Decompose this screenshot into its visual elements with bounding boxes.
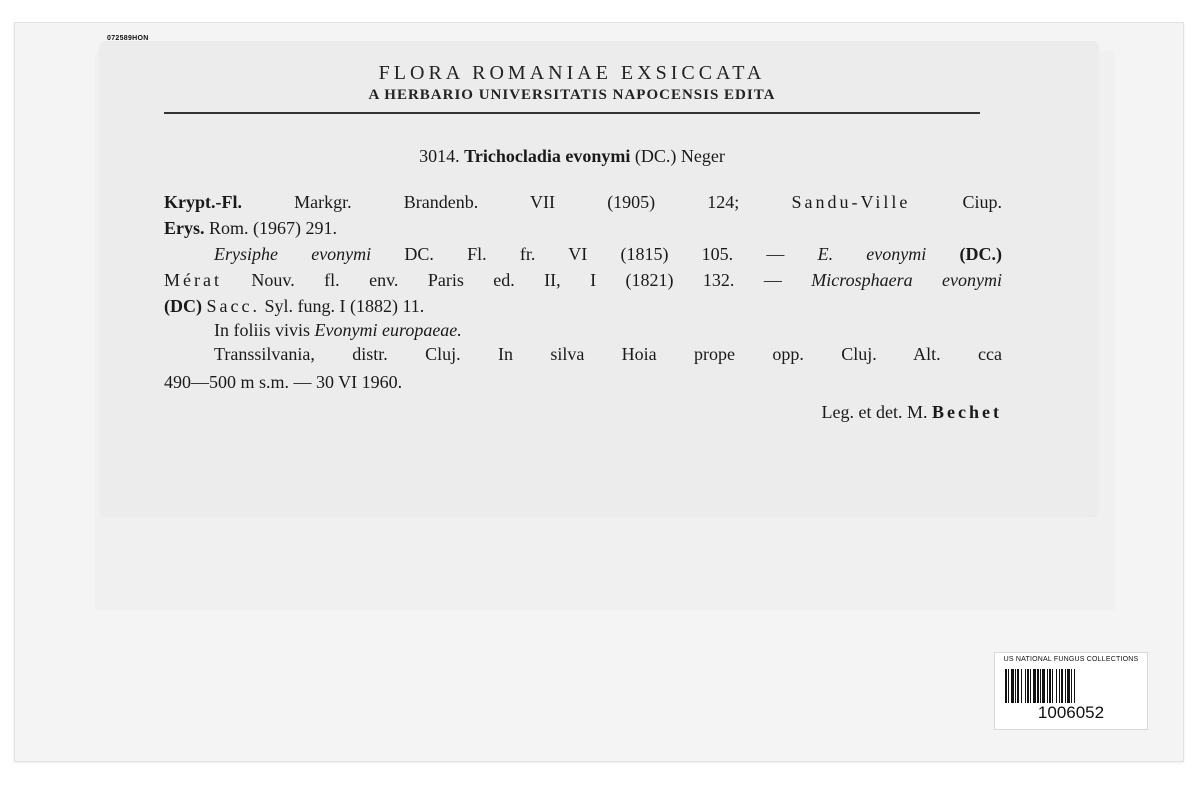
- collector-line: [560, 402, 1002, 423]
- reference-line-3: [164, 242, 1002, 266]
- ref-dc-2: (DC): [164, 296, 202, 316]
- sheet-tag: 072589HON: [107, 35, 149, 42]
- reference-line-4: [164, 268, 1002, 292]
- host-name: Evonymi europaeae.: [314, 320, 462, 340]
- habitat-text: In foliis vivis: [214, 320, 311, 340]
- ref-erysiphe-evonymi: Erysiphe evonymi: [214, 244, 372, 264]
- ref-1905: (1905) 124;: [607, 192, 740, 212]
- ref-erys: Erys.: [164, 218, 205, 238]
- reference-line-1: [164, 190, 1002, 214]
- ref-syl-fung: Syl. fung. I (1882) 11.: [264, 296, 425, 316]
- header-rule: [164, 112, 980, 114]
- ref-microsphaera: Microsphaera evonymi: [811, 270, 1003, 290]
- locality-line-2: [164, 370, 1002, 394]
- barcode-label: [994, 652, 1148, 730]
- locality-text: Transsilvania, distr. Cluj. In silva Hoia prope opp. Cluj. Alt. cca: [214, 344, 1002, 364]
- altitude-date: 490—500 m s.m. — 30 VI 1960.: [164, 372, 403, 392]
- ref-merat: Mérat: [164, 270, 222, 290]
- ref-rom: Rom. (1967) 291.: [209, 218, 337, 238]
- ref-dc: (DC.): [959, 244, 1002, 264]
- collector-prefix: Leg. et det. M.: [821, 402, 928, 422]
- barcode-institution: US NATIONAL FUNGUS COLLECTIONS: [1003, 656, 1139, 663]
- ref-e-evonymi: E. evonymi: [817, 244, 927, 264]
- barcode-icon: [1005, 669, 1137, 703]
- collector-name: Bechet: [932, 402, 1002, 422]
- reference-line-5: [164, 294, 1002, 318]
- species-name: Trichocladia evonymi: [464, 146, 631, 166]
- collection-subtitle: A HERBARIO UNIVERSITATIS NAPOCENSIS EDITA: [368, 87, 776, 103]
- exsiccata-number: 3014.: [419, 146, 460, 166]
- ref-sandu-ville: Sandu-Ville: [791, 192, 911, 212]
- species-author: (DC.) Neger: [634, 146, 725, 166]
- ref-ciup: Ciup.: [962, 192, 1003, 212]
- ref-sacc: Sacc.: [206, 296, 260, 316]
- reference-line-2: [164, 216, 1002, 240]
- habitat-line: [164, 318, 1002, 342]
- locality-line-1: [164, 342, 1002, 366]
- ref-krypt: Krypt.-Fl.: [164, 192, 242, 212]
- ref-fl-fr: DC. Fl. fr. VI (1815) 105. —: [404, 244, 785, 264]
- species-heading: [164, 146, 980, 167]
- ref-markgr: Markgr. Brandenb. VII: [294, 192, 556, 212]
- collection-title: FLORA ROMANIAE EXSICCATA: [378, 62, 766, 84]
- ref-nouv-fl: Nouv. fl. env. Paris ed. II, I (1821) 132. —: [251, 270, 782, 290]
- barcode-number: 1006052: [1037, 703, 1105, 722]
